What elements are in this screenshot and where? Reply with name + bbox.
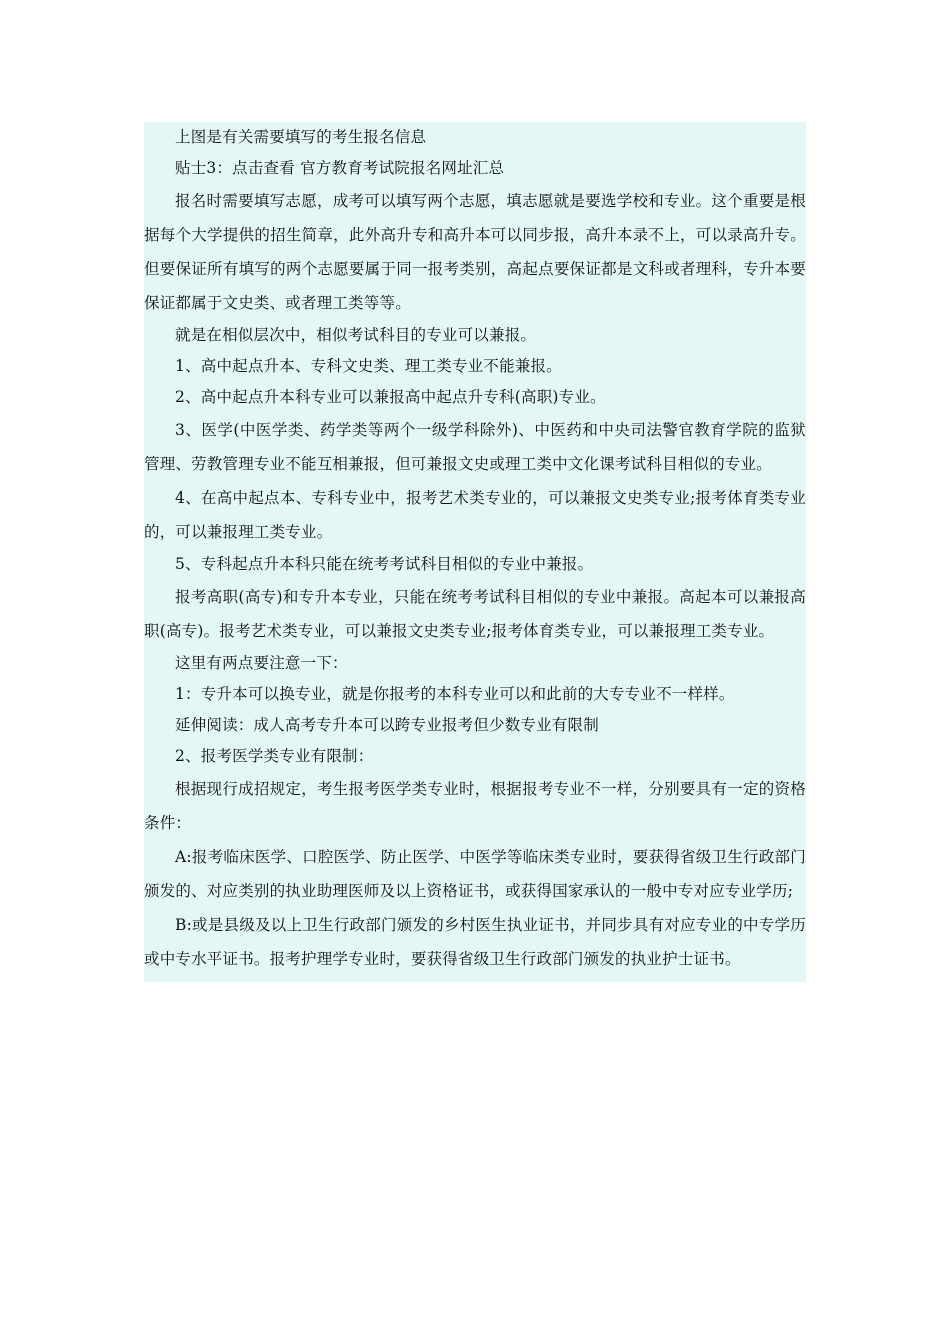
- paragraph-medical-rules: 根据现行成招规定，考生报考医学类专业时，根据报考专业不一样，分别要具有一定的资格条件：: [144, 780, 806, 832]
- paragraph-tip-link[interactable]: 贴士3：点击查看 官方教育考试院报名网址汇总: [175, 159, 505, 177]
- paragraph-rule-1: 1、高中起点升本、专科文史类、理工类专业不能兼报。: [175, 357, 562, 375]
- article-content-block: [144, 122, 806, 982]
- paragraph-note-1: 1：专升本可以换专业，就是你报考的本科专业可以和此前的大专专业不一样样。: [175, 685, 735, 703]
- paragraph-medical-b: B:或是县级及以上卫生行政部门颁发的乡村医生执业证书，并同步具有对应专业的中专学历或中专水平证书。报考护理学专业时，要获得省级卫生行政部门颁发的执业护士证书。: [144, 916, 806, 968]
- paragraph-rule-4: 4、在高中起点本、专科专业中，报考艺术类专业的，可以兼报文史类专业;报考体育类专业的，可以兼报理工类专业。: [144, 489, 806, 541]
- paragraph-info-caption: 上图是有关需要填写的考生报名信息: [175, 128, 427, 146]
- paragraph-vocational: 报考高职(高专)和专升本专业，只能在统考考试科目相似的专业中兼报。高起本可以兼报高职(高专)。报考艺术类专业，可以兼报文史类专业;报考体育类专业，可以兼报理工类专业。: [144, 588, 806, 640]
- paragraph-note-2: 2、报考医学类专业有限制：: [175, 747, 374, 765]
- paragraph-medical-a: A:报考临床医学、口腔医学、防止医学、中医学等临床类专业时，要获得省级卫生行政部门颁发的、对应类别的执业助理医师及以上资格证书，或获得国家承认的一般中专对应专业学历;: [144, 848, 806, 900]
- paragraph-similar-level: 就是在相似层次中，相似考试科目的专业可以兼报。: [175, 326, 537, 344]
- paragraph-volunteer-intro: 报名时需要填写志愿，成考可以填写两个志愿，填志愿就是要选学校和专业。这个重要是根据每个大学提供的招生简章，此外高升专和高升本可以同步报，高升本录不上，可以录高升专。但要保证所有填写的两个志愿要属于同一报考类别，高起点要保证都是文科或者理科，专升本要保证都属于文史类、或者理工类等等。: [144, 192, 806, 312]
- paragraph-rule-2: 2、高中起点升本科专业可以兼报高中起点升专科(高职)专业。: [175, 388, 606, 406]
- paragraph-extended-reading[interactable]: 延伸阅读：成人高考专升本可以跨专业报考但少数专业有限制: [175, 716, 599, 734]
- paragraph-rule-3: 3、医学(中医学类、药学类等两个一级学科除外)、中医药和中央司法警官教育学院的监狱管理、劳教管理专业不能互相兼报，但可兼报文史或理工类中文化课考试科目相似的专业。: [144, 421, 806, 473]
- paragraph-two-notes: 这里有两点要注意一下：: [175, 654, 348, 672]
- paragraph-rule-5: 5、专科起点升本科只能在统考考试科目相似的专业中兼报。: [175, 555, 594, 573]
